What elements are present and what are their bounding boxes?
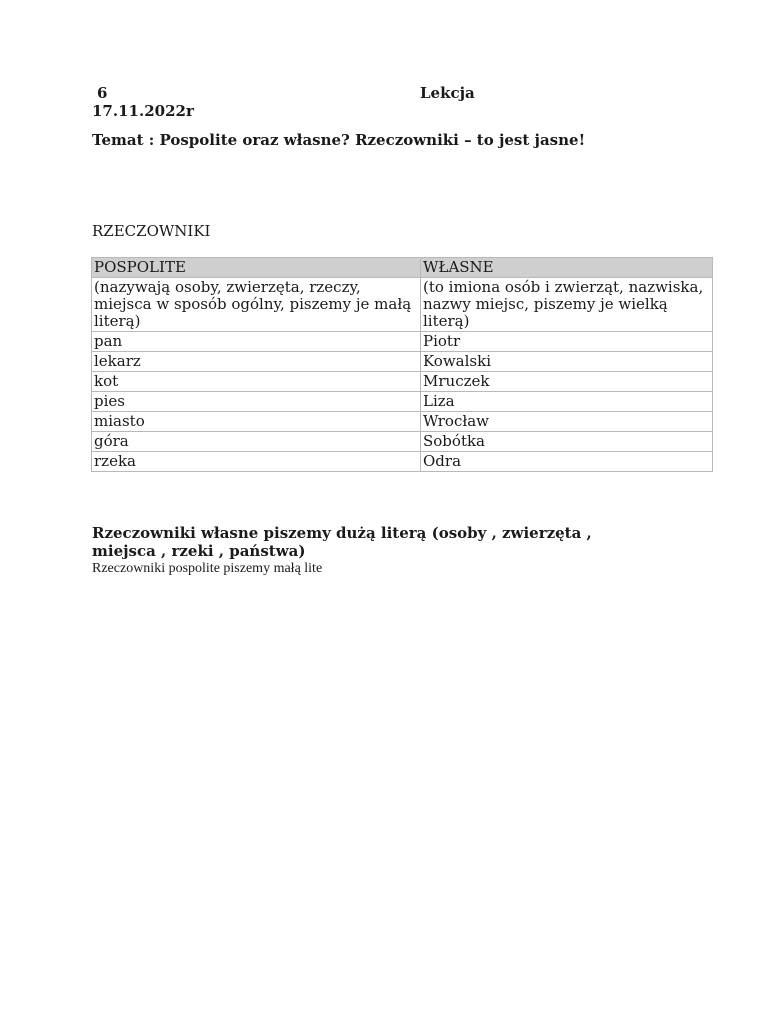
header-common-nouns: POSPOLITE: [92, 258, 421, 278]
proper-noun-cell: Sobótka: [421, 432, 713, 452]
proper-noun-cell: Piotr: [421, 332, 713, 352]
table-row: [92, 392, 713, 412]
description-proper: (to imiona osób i zwierząt, nazwiska, nazwy miejsc, piszemy je wielką literą): [421, 278, 713, 332]
lesson-date: 17.11.2022r: [92, 102, 194, 120]
lesson-number: 6: [97, 84, 108, 102]
table-description-row: [92, 278, 713, 332]
rule-proper-nouns: Rzeczowniki własne piszemy dużą literą (osoby , zwierzęta , miejsca , rzeki , państwa): [92, 524, 592, 560]
table-header-row: [92, 258, 713, 278]
table-row: [92, 452, 713, 472]
table-row: [92, 332, 713, 352]
description-common: (nazywają osoby, zwierzęta, rzeczy, miejsca w sposób ogólny, piszemy je małą literą): [92, 278, 421, 332]
lesson-label: Lekcja: [420, 84, 475, 102]
common-noun-cell: lekarz: [92, 352, 421, 372]
nouns-table: [91, 257, 713, 472]
proper-noun-cell: Wrocław: [421, 412, 713, 432]
table-row: [92, 372, 713, 392]
common-noun-cell: pies: [92, 392, 421, 412]
table-row: [92, 412, 713, 432]
proper-noun-cell: Liza: [421, 392, 713, 412]
common-noun-cell: rzeka: [92, 452, 421, 472]
header-proper-nouns: WŁASNE: [421, 258, 713, 278]
table-row: [92, 432, 713, 452]
rule-common-nouns: Rzeczowniki pospolite piszemy małą lite: [92, 561, 323, 576]
proper-noun-cell: Kowalski: [421, 352, 713, 372]
lesson-topic: Temat : Pospolite oraz własne? Rzeczowniki – to jest jasne!: [92, 131, 586, 149]
proper-noun-cell: Mruczek: [421, 372, 713, 392]
common-noun-cell: góra: [92, 432, 421, 452]
table-row: [92, 352, 713, 372]
proper-noun-cell: Odra: [421, 452, 713, 472]
section-title: RZECZOWNIKI: [92, 222, 211, 240]
common-noun-cell: miasto: [92, 412, 421, 432]
common-noun-cell: kot: [92, 372, 421, 392]
common-noun-cell: pan: [92, 332, 421, 352]
